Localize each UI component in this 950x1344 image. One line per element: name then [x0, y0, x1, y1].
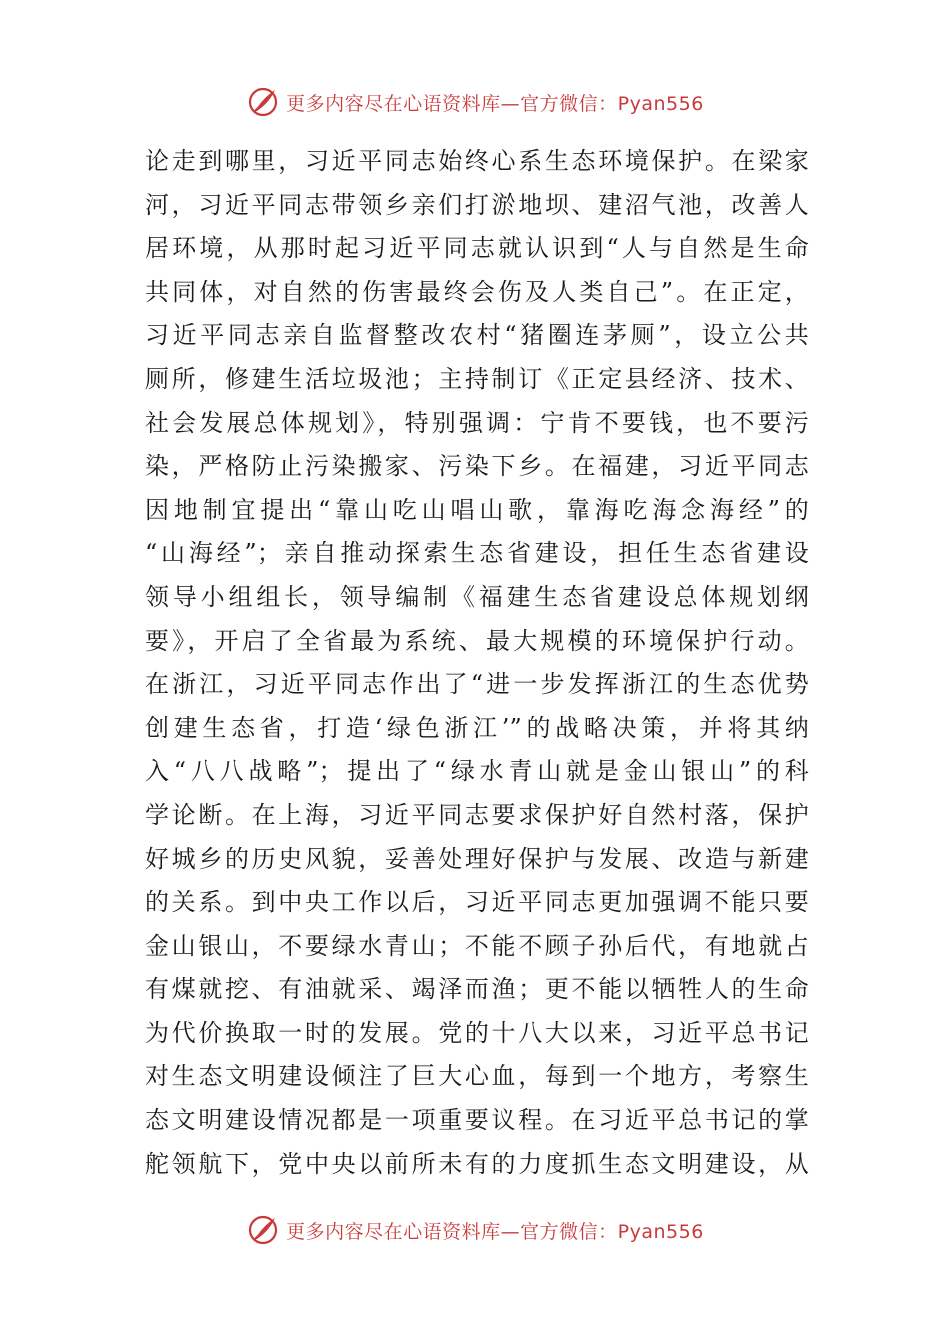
text-line: 因地制宜提出“靠山吃山唱山歌，靠海吃海念海经”的 [145, 495, 809, 524]
text-line: 要》，开启了全省最为系统、最大规模的环境保护行动。 [145, 626, 809, 655]
text-line: 态文明建设情况都是一项重要议程。在习近平总书记的掌 [145, 1106, 809, 1135]
text-line: 为代价换取一时的发展。党的十八大以来，习近平总书记 [145, 1018, 809, 1047]
text-line: 共同体，对自然的伤害最终会伤及人类自己”。在正定， [145, 277, 809, 306]
text-line: 领导小组组长，领导编制《福建生态省建设总体规划纲 [145, 582, 809, 611]
footer-banner [0, 1210, 950, 1250]
text-line: 在浙江，习近平同志作出了“进一步发挥浙江的生态优势 [145, 670, 809, 699]
header-banner [0, 82, 950, 122]
text-line: 舵领航下，党中央以前所未有的力度抓生态文明建设，从 [145, 1149, 809, 1178]
text-line: 居环境，从那时起习近平同志就认识到“人与自然是生命 [145, 234, 809, 263]
text-line: 的关系。到中央工作以后，习近平同志更加强调不能只要 [145, 888, 809, 917]
text-line: 习近平同志亲自监督整改农村“猪圈连茅厕”，设立公共 [145, 321, 809, 350]
footer-banner-text: 更多内容尽在心语资料库—官方微信：Pyan556 [286, 1220, 704, 1243]
text-line: 有煤就挖、有油就采、竭泽而渔；更不能以牺牲人的生命 [145, 975, 809, 1004]
text-line: 论走到哪里，习近平同志始终心系生态环境保护。在梁家 [145, 147, 809, 175]
text-line: “山海经”；亲自推动探索生态省建设，担任生态省建设 [145, 539, 809, 568]
text-line: 入“八八战略”；提出了“绿水青山就是金山银山”的科 [145, 757, 809, 786]
quill-logo-icon [246, 85, 280, 119]
text-line: 金山银山，不要绿水青山；不能不顾子孙后代，有地就占 [145, 931, 809, 960]
text-line: 社会发展总体规划》，特别强调：宁肯不要钱，也不要污 [145, 408, 809, 437]
document-body [145, 140, 809, 1186]
text-line: 好城乡的历史风貌，妥善处理好保护与发展、改造与新建 [145, 844, 809, 873]
header-banner-text: 更多内容尽在心语资料库—官方微信：Pyan556 [286, 92, 704, 115]
quill-logo-icon [246, 1213, 280, 1247]
text-line: 河，习近平同志带领乡亲们打淤地坝、建沼气池，改善人 [145, 190, 809, 219]
text-line: 对生态文明建设倾注了巨大心血，每到一个地方，考察生 [145, 1062, 809, 1091]
text-line: 创建生态省，打造‘绿色浙江’”的战略决策，并将其纳 [145, 713, 809, 742]
text-line: 染，严格防止污染搬家、污染下乡。在福建，习近平同志 [145, 452, 809, 481]
text-line: 厕所，修建生活垃圾池；主持制订《正定县经济、技术、 [145, 364, 809, 393]
text-line: 学论断。在上海，习近平同志要求保护好自然村落，保护 [145, 800, 809, 829]
